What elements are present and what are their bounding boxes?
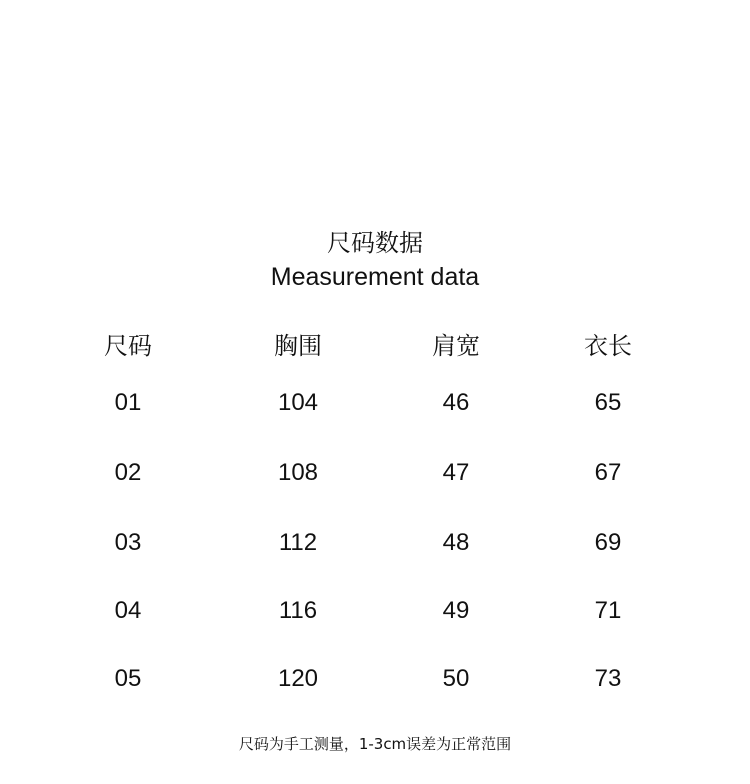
cell-size: 04 — [114, 597, 142, 624]
cell-chest: 120 — [277, 665, 319, 692]
cell-chest: 108 — [277, 459, 319, 486]
cell-shoulder: 47 — [442, 459, 470, 486]
cell-chest: 116 — [278, 597, 318, 624]
header-shoulder: 肩宽 — [432, 332, 480, 360]
cell-length: 65 — [594, 389, 622, 416]
page-title: 尺码数据 — [327, 229, 423, 257]
cell-size: 02 — [114, 459, 142, 486]
cell-shoulder: 48 — [442, 529, 470, 556]
cell-size: 01 — [114, 389, 142, 416]
header-chest: 胸围 — [274, 332, 322, 360]
header-size: 尺码 — [104, 332, 152, 360]
cell-length: 73 — [594, 665, 622, 692]
cell-shoulder: 49 — [442, 597, 470, 624]
page-subtitle: Measurement data — [270, 263, 480, 291]
cell-length: 67 — [594, 459, 622, 486]
cell-chest: 112 — [278, 529, 318, 556]
cell-length: 71 — [594, 597, 622, 624]
cell-size: 03 — [114, 529, 142, 556]
measurement-note: 尺码为手工测量，1-3cm误差为正常范围 — [238, 735, 512, 753]
cell-shoulder: 50 — [442, 665, 470, 692]
cell-chest: 104 — [277, 389, 319, 416]
cell-length: 69 — [594, 529, 622, 556]
header-length: 衣长 — [584, 332, 632, 360]
cell-size: 05 — [114, 665, 142, 692]
cell-shoulder: 46 — [442, 389, 470, 416]
